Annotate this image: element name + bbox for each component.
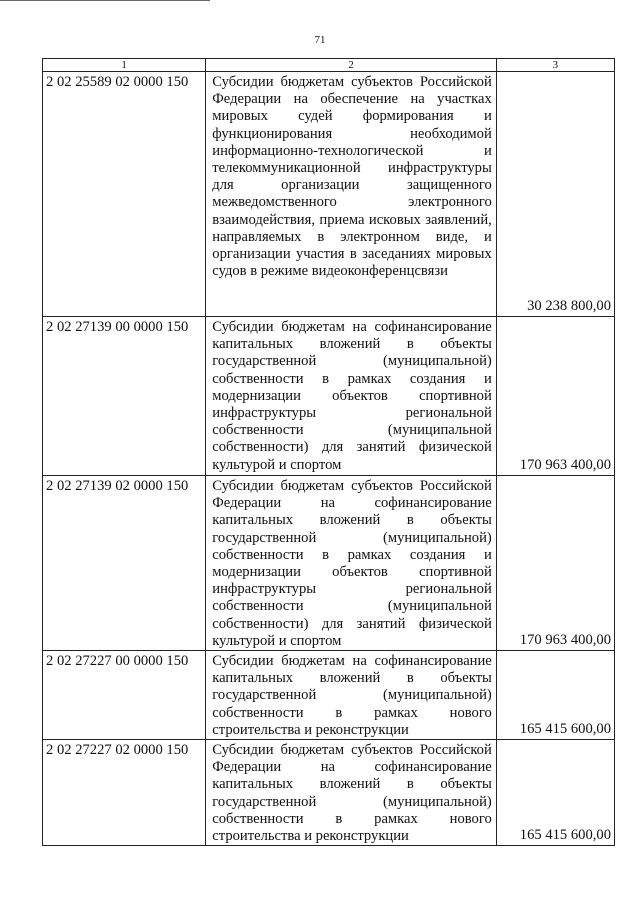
table-row	[43, 476, 615, 651]
column-header-2: 2	[206, 59, 497, 72]
table-row	[43, 72, 615, 317]
description-cell: Субсидии бюджетам на софинансирование капитальных вложений в объекты государственной (муниципальной) собственности в рамках создания и модернизации объектов спортивной инфраструктуры региональной собственности (муниципальной собственности) для занятий физической культурой и спортом	[206, 317, 497, 476]
budget-code-cell: 2 02 27139 00 0000 150	[43, 317, 206, 476]
budget-code-cell: 2 02 27227 00 0000 150	[43, 651, 206, 740]
table-row	[43, 651, 615, 740]
amount-cell: 165 415 600,00	[496, 740, 614, 846]
description-cell: Субсидии бюджетам субъектов Российской Федерации на обеспечение на участках мировых судей формирования и функционирования необходимой информационно-технологической и телекоммуникационной инфраструктуры для организации защищенного межведомственного электронного взаимодействия, приема исковых заявлений, направляемых в электронном виде, и организации участия в заседаниях мировых судов в режиме видеоконференцсвязи	[206, 72, 497, 317]
table-row	[43, 317, 615, 476]
description-cell: Субсидии бюджетам субъектов Российской Федерации на софинансирование капитальных вложений в объекты государственной (муниципальной) собственности в рамках создания и модернизации объектов спортивной инфраструктуры региональной собственности (муниципальной собственности) для занятий физической культурой и спортом	[206, 476, 497, 651]
budget-code-cell: 2 02 25589 02 0000 150	[43, 72, 206, 317]
description-cell: Субсидии бюджетам на софинансирование капитальных вложений в объекты государственной (муниципальной) собственности в рамках нового строительства и реконструкции	[206, 651, 497, 740]
amount-cell: 30 238 800,00	[496, 72, 614, 317]
table-header-row	[43, 59, 615, 72]
page-number: 71	[314, 34, 326, 46]
table-row	[43, 740, 615, 846]
column-header-1: 1	[43, 59, 206, 72]
budget-table	[42, 58, 615, 846]
amount-cell: 170 963 400,00	[496, 476, 614, 651]
column-header-3: 3	[496, 59, 614, 72]
amount-cell: 170 963 400,00	[496, 317, 614, 476]
description-cell: Субсидии бюджетам субъектов Российской Федерации на софинансирование капитальных вложений в объекты государственной (муниципальной) собственности в рамках нового строительства и реконструкции	[206, 740, 497, 846]
budget-code-cell: 2 02 27227 02 0000 150	[43, 740, 206, 846]
amount-cell: 165 415 600,00	[496, 651, 614, 740]
budget-code-cell: 2 02 27139 02 0000 150	[43, 476, 206, 651]
top-rule	[0, 0, 210, 1]
